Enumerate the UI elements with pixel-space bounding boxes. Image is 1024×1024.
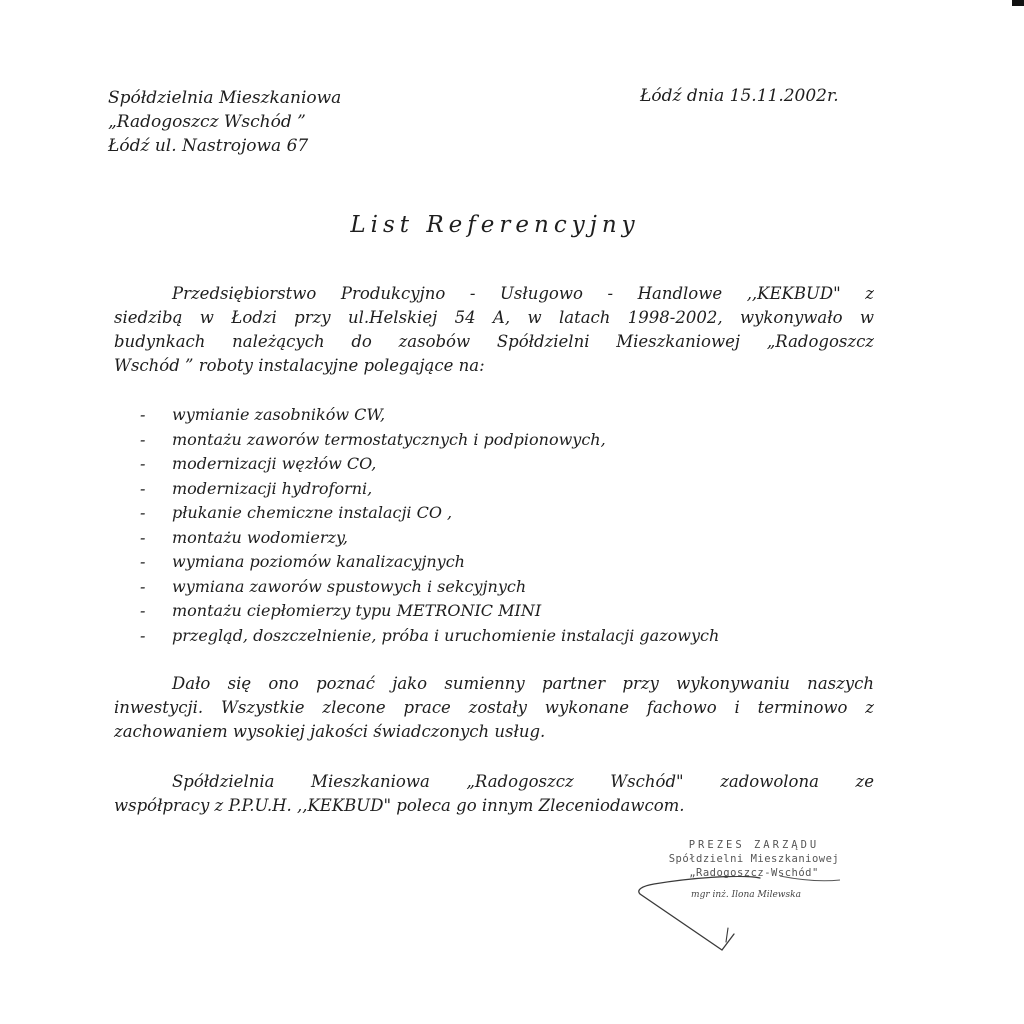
recommendation-paragraph [114, 770, 874, 818]
sender-name: Spółdzielnia Mieszkaniowa [108, 88, 342, 108]
partner-line: Dało się ono poznać jako sumienny partner przy wykonywaniu naszych [172, 674, 874, 693]
sender-estate: „Radogoszcz Wschód ” [108, 112, 306, 132]
stamp-estate: „Radogoszcz-Wschód" [689, 867, 819, 879]
place-date: Łódź dnia 15.11.2002r. [640, 86, 839, 106]
stamp-organization: Spółdzielni Mieszkaniowej [668, 853, 840, 865]
intro-line: Przedsiębiorstwo Produkcyjno - Usługowo - Handlowe ,,KEKBUD" z [172, 284, 874, 303]
list-item: - montażu zaworów termostatycznych i podpionowych, [140, 429, 606, 449]
handwritten-signature [630, 876, 860, 956]
sender-street: Łódź ul. Nastrojowa 67 [108, 136, 309, 156]
list-item: - przegląd, doszczelnienie, próba i uruchomienie instalacji gazowych [140, 625, 720, 645]
list-item: - montażu wodomierzy, [140, 527, 348, 547]
stamp-title: PREZES ZARZĄDU [688, 839, 820, 851]
president-stamp [634, 838, 874, 900]
letter-title: List Referencyjny [350, 212, 640, 238]
list-item: - montażu ciepłomierzy typu METRONIC MINI [140, 601, 542, 620]
list-item: - wymiana poziomów kanalizacyjnych [140, 552, 465, 571]
intro-line: budynkach należących do zasobów Spółdzielni Mieszkaniowej „Radogoszcz [114, 332, 874, 351]
partner-line: zachowaniem wysokiej jakości świadczonych usług. [114, 722, 546, 741]
list-item: - wymiana zaworów spustowych i sekcyjnych [140, 576, 527, 596]
recommendation-line: Spółdzielnia Mieszkaniowa „Radogoszcz Wschód" zadowolona ze [172, 772, 874, 791]
intro-paragraph [114, 282, 874, 378]
recommendation-line: współpracy z P.P.U.H. ,,KEKBUD" poleca go innym Zleceniodawcom. [114, 796, 685, 815]
partner-paragraph [114, 672, 874, 744]
sender-address [108, 86, 341, 158]
stamp-signatory-name: mgr inż. Ilona Milewska [691, 890, 801, 900]
list-item: - płukanie chemiczne instalacji CO , [140, 503, 453, 522]
works-list [140, 403, 719, 648]
intro-line: Wschód ” roboty instalacyjne polegające na: [114, 356, 485, 375]
list-item: - modernizacji węzłów CO, [140, 454, 377, 473]
list-item: - modernizacji hydroforni, [140, 478, 373, 498]
intro-line: siedzibą w Łodzi przy ul.Helskiej 54 A, w latach 1998-2002, wykonywało w [114, 308, 874, 327]
list-item: - wymianie zasobników CW, [140, 405, 386, 424]
partner-line: inwestycji. Wszystkie zlecone prace zostały wykonane fachowo i terminowo z [114, 698, 874, 717]
